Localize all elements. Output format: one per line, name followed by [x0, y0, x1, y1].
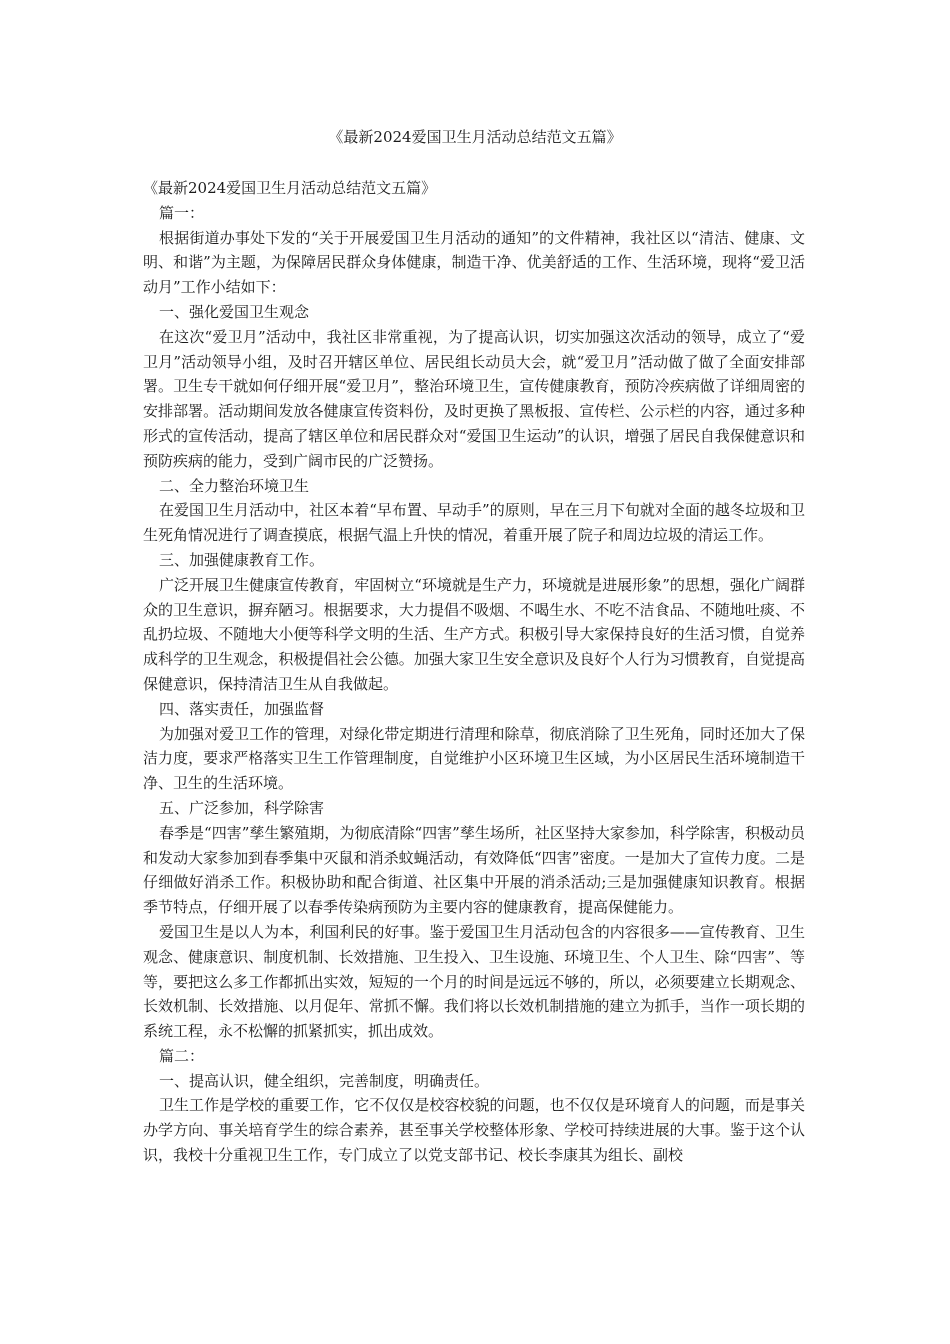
paragraph: 广泛开展卫生健康宣传教育，牢固树立“环境就是生产力，环境就是进展形象”的思想，强化广阔群众的卫生意识，摒弃陋习。根据要求，大力提倡不吸烟、不喝生水、不吃不洁食品、不随地吐痰、不乱扔垃圾、不随地大小便等科学文明的生活、生产方式。积极引导大家保持良好的生活习惯，自觉养成科学的卫生观念，积极提倡社会公德。加强大家卫生安全意识及良好个人行为习惯教育，自觉提高保健意识，保持清洁卫生从自我做起。 [143, 575, 805, 693]
paragraph: 五、广泛参加，科学除害 [159, 798, 325, 817]
paragraph: 在爱国卫生月活动中，社区本着“早布置、早动手”的原则，早在三月下旬就对全面的越冬垃圾和卫生死角情况进行了调查摸底，根据气温上升快的情况，着重开展了院子和周边垃圾的清运工作。 [143, 501, 805, 545]
paragraph: 一、提高认识，健全组织，完善制度，明确责任。 [159, 1071, 490, 1090]
paragraph: 一、强化爱国卫生观念 [159, 302, 310, 321]
document-body [143, 176, 805, 1168]
paragraph: 为加强对爱卫工作的管理，对绿化带定期进行清理和除草，彻底消除了卫生死角，同时还加大了保洁力度，要求严格落实卫生工作管理制度，自觉维护小区环境卫生区域，为小区居民生活环境制造干净、卫生的生活环境。 [143, 724, 805, 793]
paragraph: 篇一： [159, 203, 205, 222]
paragraph: 根据街道办事处下发的“关于开展爱国卫生月活动的通知”的文件精神，我社区以“清洁、健康、文明、和谐”为主题，为保障居民群众身体健康，制造干净、优美舒适的工作、生活环境，现将“爱卫活动月”工作小结如下： [143, 228, 805, 297]
document-title: 《最新2024爱国卫生月活动总结范文五篇》 [328, 128, 622, 146]
paragraph: 篇二： [159, 1046, 205, 1065]
paragraph: 春季是“四害”孳生繁殖期，为彻底清除“四害”孳生场所，社区坚持大家参加，科学除害，积极动员和发动大家参加到春季集中灭鼠和消杀蚊蝇活动，有效降低“四害”密度。一是加大了宣传力度。二是仔细做好消杀工作。积极协助和配合街道、社区集中开展的消杀活动;三是加强健康知识教育。根据季节特点，仔细开展了以春季传染病预防为主要内容的健康教育，提高保健能力。 [143, 823, 805, 917]
paragraph: 四、落实责任，加强监督 [159, 699, 325, 718]
paragraph: 卫生工作是学校的重要工作，它不仅仅是校容校貌的问题，也不仅仅是环境育人的问题，而是事关办学方向、事关培育学生的综合素养，甚至事关学校整体形象、学校可持续进展的大事。鉴于这个认识，我校十分重视卫生工作，专门成立了以党支部书记、校长李康其为组长、副校 [143, 1096, 805, 1165]
paragraph: 三、加强健康教育工作。 [159, 550, 325, 569]
paragraph: 《最新2024爱国卫生月活动总结范文五篇》 [143, 179, 437, 197]
paragraph: 在这次“爱卫月”活动中，我社区非常重视，为了提高认识，切实加强这次活动的领导，成立了“爱卫月”活动领导小组，及时召开辖区单位、居民组长动员大会，就“爱卫月”活动做了做了全面安排部署。卫生专干就如何仔细开展“爱卫月”，整治环境卫生，宣传健康教育，预防冷疾病做了详细周密的安排部署。活动期间发放各健康宣传资料份，及时更换了黑板报、宣传栏、公示栏的内容，通过多种形式的宣传活动，提高了辖区单位和居民群众对“爱国卫生运动”的认识，增强了居民自我保健意识和预防疾病的能力，受到广阔市民的广泛赞扬。 [143, 327, 805, 470]
paragraph: 二、全力整治环境卫生 [159, 476, 310, 495]
paragraph: 爱国卫生是以人为本，利国利民的好事。鉴于爱国卫生月活动包含的内容很多——宣传教育、卫生观念、健康意识、制度机制、长效措施、卫生投入、卫生设施、环境卫生、个人卫生、除“四害”、等等，要把这么多工作都抓出实效，短短的一个月的时间是远远不够的，所以，必须要建立长期观念、长效机制、长效措施、以月促年、常抓不懈。我们将以长效机制措施的建立为抓手，当作一项长期的系统工程，永不松懈的抓紧抓实，抓出成效。 [143, 922, 805, 1041]
